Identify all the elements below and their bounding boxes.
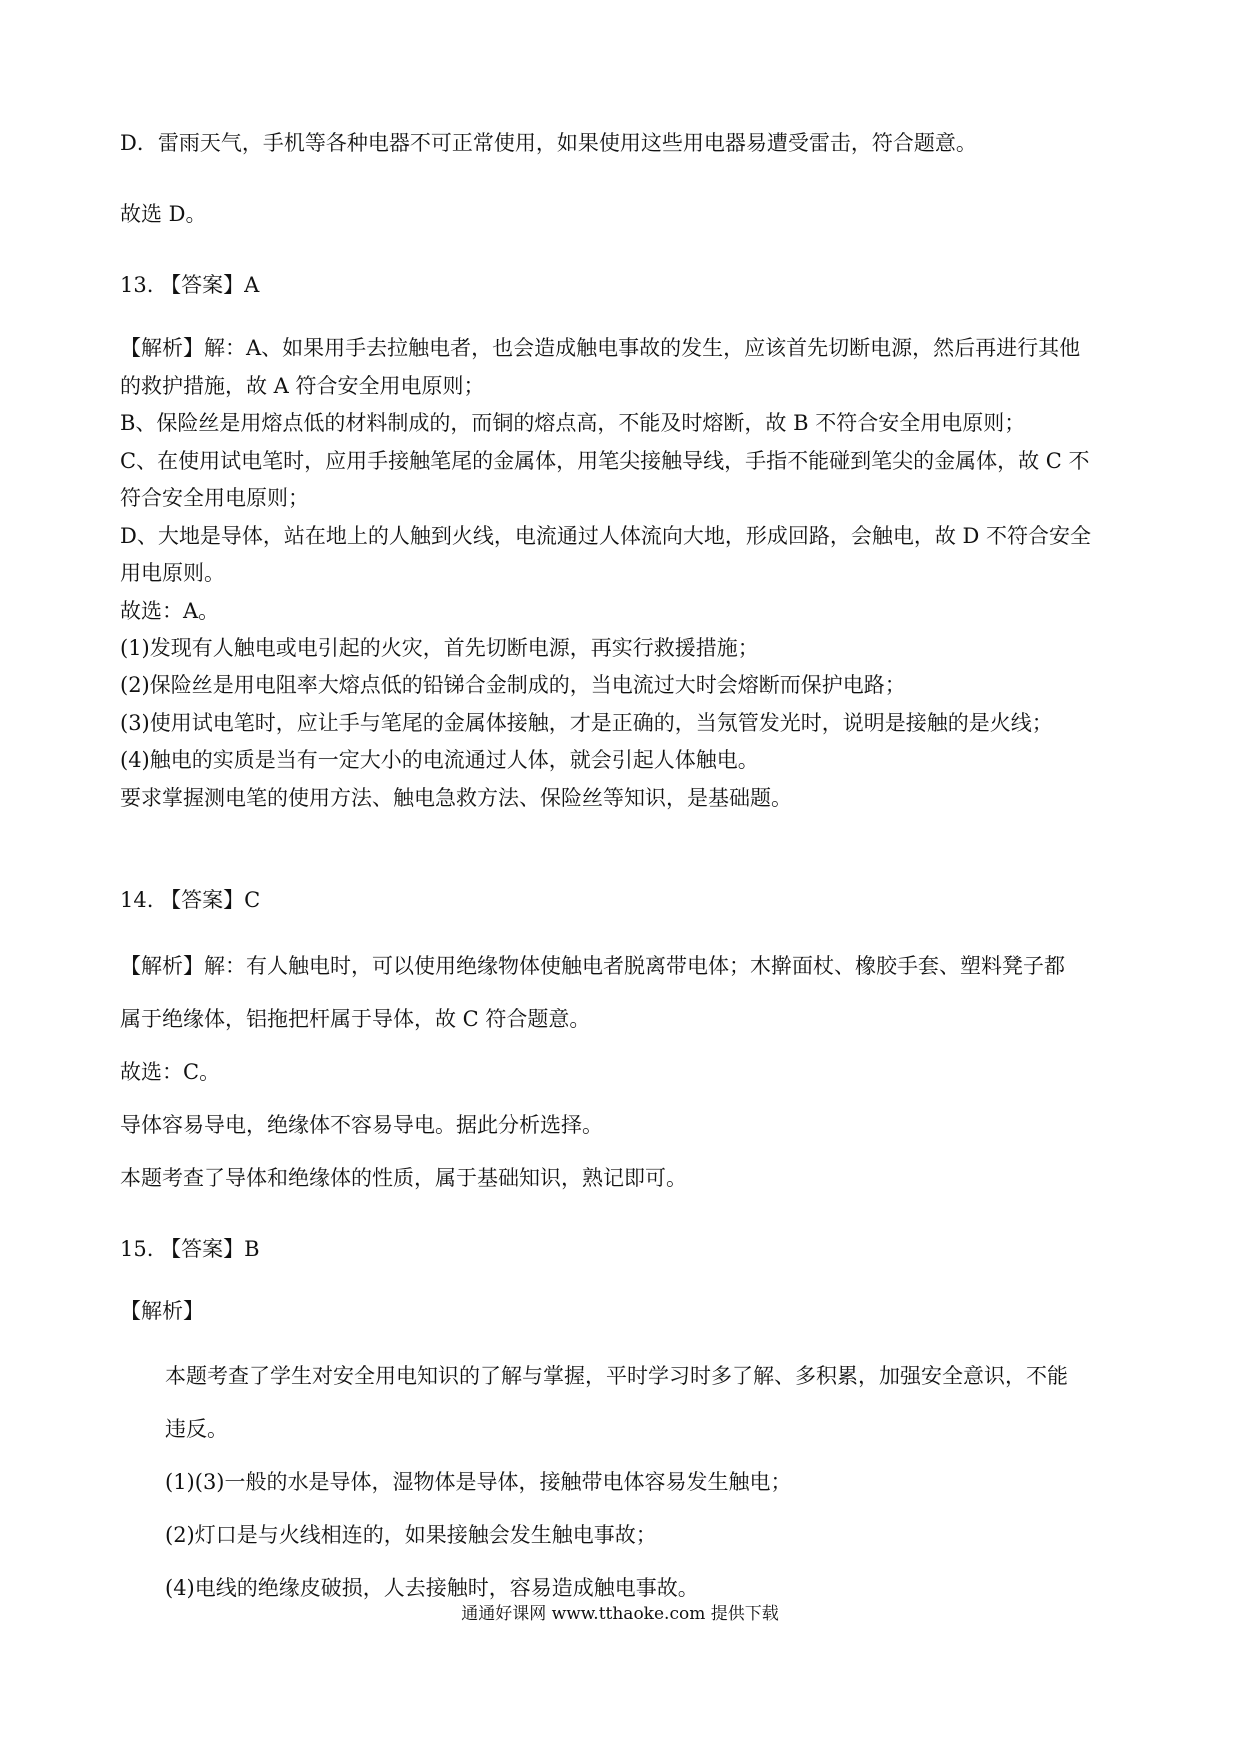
q13-point: (3)使用试电笔时，应让手与笔尾的金属体接触，才是正确的，当氖管发光时，说明是接触的是火线； <box>120 711 1053 735</box>
q15-analysis-line: 违反。 <box>165 1417 228 1441</box>
q13-point: (4)触电的实质是当有一定大小的电流通过人体，就会引起人体触电。 <box>120 748 759 772</box>
q14-answer: 14. 【答案】C <box>120 888 261 912</box>
option-d-explanation: D．雷雨天气，手机等各种电器不可正常使用，如果使用这些用电器易遭受雷击，符合题意。 <box>120 131 977 155</box>
q13-answer: 13. 【答案】A <box>120 273 260 297</box>
q13-analysis-line: 用电原则。 <box>120 561 225 585</box>
q13-point: (2)保险丝是用电阻率大熔点低的铅锑合金制成的，当电流过大时会熔断而保护电路； <box>120 673 906 697</box>
q15-point: (1)(3)一般的水是导体，湿物体是导体，接触带电体容易发生触电； <box>165 1470 792 1494</box>
q13-conclusion: 故选：A。 <box>120 599 220 623</box>
q14-point: 导体容易导电，绝缘体不容易导电。据此分析选择。 <box>120 1113 603 1137</box>
q15-answer: 15. 【答案】B <box>120 1237 260 1261</box>
q15-analysis-line: 本题考查了学生对安全用电知识的了解与掌握，平时学习时多了解、多积累，加强安全意识，不能 <box>165 1364 1068 1388</box>
page-footer: 通通好课网 www.tthaoke.com 提供下载 <box>461 1604 779 1624</box>
q13-analysis-line: C、在使用试电笔时，应用手接触笔尾的金属体，用笔尖接触导线，手指不能碰到笔尖的金属体，故 C 不 <box>120 449 1090 473</box>
q13-analysis-line: B、保险丝是用熔点低的材料制成的，而铜的熔点高，不能及时熔断，故 B 不符合安全用电原则； <box>120 411 1026 435</box>
q13-analysis-line: 符合安全用电原则； <box>120 486 309 510</box>
previous-conclusion: 故选 D。 <box>120 202 207 226</box>
q14-summary: 本题考查了导体和绝缘体的性质，属于基础知识，熟记即可。 <box>120 1166 687 1190</box>
q13-summary: 要求掌握测电笔的使用方法、触电急救方法、保险丝等知识，是基础题。 <box>120 786 792 810</box>
q15-analysis-label: 【解析】 <box>120 1299 204 1323</box>
q15-point: (2)灯口是与火线相连的，如果接触会发生触电事故； <box>165 1523 657 1547</box>
q13-point: (1)发现有人触电或电引起的火灾，首先切断电源，再实行救援措施； <box>120 636 759 660</box>
q14-analysis-line: 【解析】解：有人触电时，可以使用绝缘物体使触电者脱离带电体；木擀面杖、橡胶手套、塑料凳子都 <box>120 954 1065 978</box>
q13-analysis-line: 的救护措施，故 A 符合安全用电原则； <box>120 374 485 398</box>
q14-analysis-line: 属于绝缘体，铝拖把杆属于导体，故 C 符合题意。 <box>120 1007 591 1031</box>
q14-conclusion: 故选：C。 <box>120 1060 221 1084</box>
q13-analysis-line: D、大地是导体，站在地上的人触到火线，电流通过人体流向大地，形成回路，会触电，故 D 不符合安全 <box>120 524 1092 548</box>
q15-point: (4)电线的绝缘皮破损，人去接触时，容易造成触电事故。 <box>165 1576 699 1600</box>
q13-analysis-line: 【解析】解：A、如果用手去拉触电者，也会造成触电事故的发生，应该首先切断电源，然后再进行其他 <box>120 336 1081 360</box>
